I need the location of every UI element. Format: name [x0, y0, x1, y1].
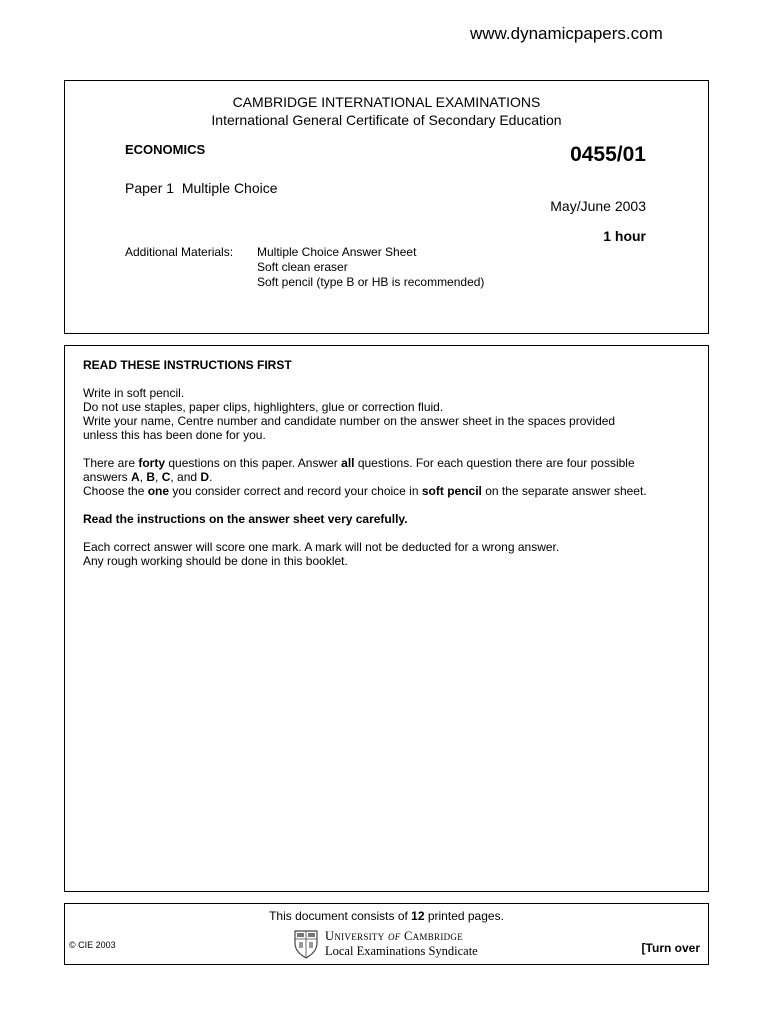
text-run: This document consists of: [269, 909, 412, 923]
text-run: Cambridge: [400, 929, 464, 943]
text-run: University: [325, 929, 388, 943]
text-run: Choose the: [83, 484, 148, 498]
instructions-paragraph-2: [83, 456, 698, 498]
material-item: Soft clean eraser: [257, 260, 348, 274]
instructions-paragraph-3: Read the instructions on the answer sheet very carefully.: [83, 512, 408, 526]
paper-code: 0455/01: [570, 143, 646, 166]
instruction-line: Do not use staples, paper clips, highlighters, glue or correction fluid.: [83, 400, 444, 414]
instruction-line: Each correct answer will score one mark. A mark will not be deducted for a wrong answer.: [83, 540, 560, 554]
text-run: on the separate answer sheet.: [481, 484, 647, 498]
text-run: one: [147, 484, 170, 498]
university-of-cambridge-logo: [293, 929, 493, 961]
website-url: www.dynamicpapers.com: [470, 24, 663, 43]
instruction-line: Any rough working should be done in this booklet.: [83, 554, 348, 568]
page-count-number: 12: [411, 909, 425, 923]
instructions-paragraph-4: [83, 540, 698, 568]
text-run: , and: [170, 470, 201, 484]
instruction-line: unless this has been done for you.: [83, 428, 266, 442]
duration: 1 hour: [603, 228, 646, 244]
text-run: forty: [138, 456, 166, 470]
text-run: There are: [83, 456, 139, 470]
exam-session: May/June 2003: [550, 198, 646, 214]
text-run: you consider correct and record your choice in: [169, 484, 422, 498]
text-run: D: [200, 470, 210, 484]
text-run: questions on this paper. Answer: [165, 456, 342, 470]
copyright: © CIE 2003: [69, 940, 116, 950]
text-run: all: [341, 456, 355, 470]
text-run: of: [387, 929, 401, 943]
qualification: International General Certificate of Secondary Education: [211, 112, 562, 128]
footer-box: [64, 903, 709, 965]
text-run: B: [146, 470, 156, 484]
paper-header-box: [64, 80, 709, 334]
cambridge-shield-icon: [293, 929, 319, 959]
text-run: A: [131, 470, 140, 484]
logo-line-1: [325, 929, 478, 944]
material-item: Soft pencil (type B or HB is recommended): [257, 275, 485, 289]
material-item: Multiple Choice Answer Sheet: [257, 245, 417, 259]
paper-title: Paper 1 Multiple Choice: [125, 180, 278, 196]
text-run: printed pages.: [424, 909, 504, 923]
instruction-line: Write your name, Centre number and candidate number on the answer sheet in the spaces provided: [83, 414, 616, 428]
materials-list: [257, 245, 484, 290]
page-count: [65, 909, 708, 923]
instructions-heading: READ THESE INSTRUCTIONS FIRST: [83, 358, 292, 372]
text-run: ,: [139, 470, 147, 484]
text-run: .: [209, 470, 213, 484]
exam-board: CAMBRIDGE INTERNATIONAL EXAMINATIONS: [232, 94, 541, 110]
materials-label: Additional Materials:: [125, 245, 234, 259]
instruction-line: Write in soft pencil.: [83, 386, 185, 400]
turn-over: [Turn over: [641, 941, 700, 955]
instructions-paragraph-1: [83, 386, 698, 442]
instructions-box: [64, 345, 709, 892]
text-run: questions. For each question there are four possible: [354, 456, 635, 470]
text-run: C: [161, 470, 171, 484]
logo-line-2: Local Examinations Syndicate: [325, 944, 478, 958]
text-run: answers: [83, 470, 132, 484]
subject: ECONOMICS: [125, 142, 206, 157]
text-run: soft pencil: [421, 484, 482, 498]
text-run: ,: [155, 470, 162, 484]
